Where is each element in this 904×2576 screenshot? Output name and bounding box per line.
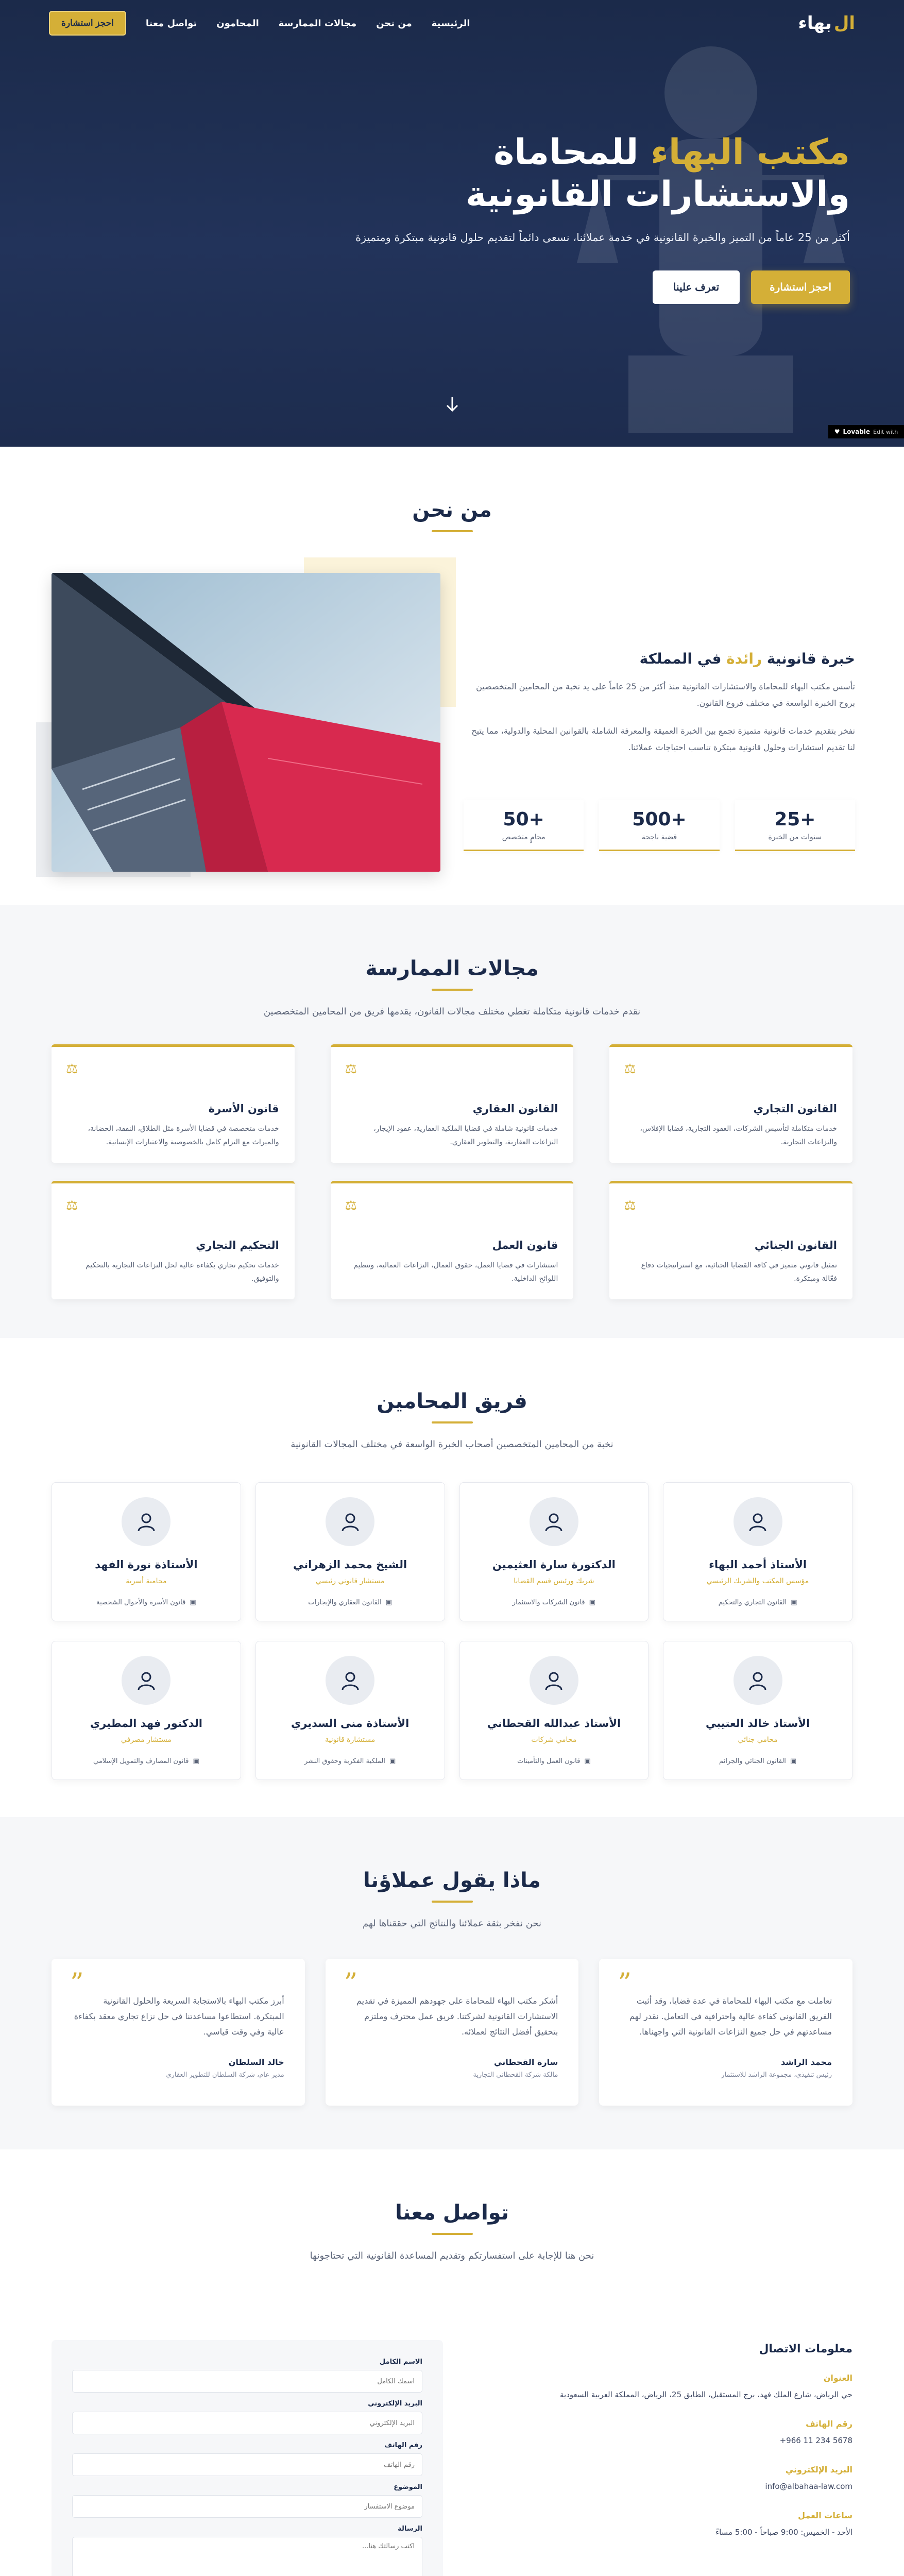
stat-number: +50 — [503, 809, 544, 830]
stat-label: قضية ناجحة — [641, 833, 677, 841]
briefcase-icon: ▣ — [790, 1757, 797, 1765]
logo-prefix: ال — [833, 13, 855, 33]
lawyer-specialty — [663, 1757, 852, 1765]
nav-link-home[interactable]: الرئيسية — [431, 18, 470, 29]
practice-card[interactable] — [609, 1044, 852, 1163]
address-label: العنوان — [823, 2373, 852, 2383]
lawyer-name: الأستاذ أحمد البهاء — [709, 1558, 807, 1571]
practice-card-title: التحكيم التجاري — [196, 1239, 279, 1251]
contact-info-title: معلومات الاتصال — [759, 2343, 852, 2355]
practice-title: مجالات الممارسة — [365, 957, 539, 980]
user-icon — [326, 1656, 374, 1705]
top-nav — [0, 0, 904, 46]
lawyer-name: الأستاذة نورة الفهد — [95, 1558, 198, 1571]
logo-name: بهاء — [798, 13, 832, 33]
about-heading-post: في المملكة — [639, 650, 727, 667]
badge-suffix: Edit with — [873, 428, 898, 435]
lawyer-name: الشيخ محمد الزهراني — [293, 1558, 407, 1571]
testimonial-name: محمد الراشد — [781, 2057, 832, 2067]
hero-content — [0, 131, 904, 304]
lawyer-name: الأستاذ خالد العتيبي — [705, 1717, 810, 1730]
gavel-icon: ⚖ — [624, 1198, 636, 1213]
hero-title — [335, 131, 850, 216]
lawyer-role: مستشارة قانونية — [325, 1736, 376, 1744]
lawyer-role: محامي شركات — [531, 1736, 577, 1744]
user-icon — [530, 1497, 578, 1546]
lawyer-card[interactable] — [663, 1482, 852, 1621]
nav-links — [49, 11, 470, 36]
team-section — [0, 1338, 904, 1817]
email-value[interactable]: info@albahaa-law.com — [765, 2482, 852, 2491]
message-field[interactable] — [72, 2537, 422, 2576]
quote-icon: ” — [70, 1968, 84, 1999]
testimonial-card — [599, 1959, 852, 2106]
lawyer-specialty-text: القانون الجنائي والجرائم — [719, 1757, 786, 1765]
testimonials-grid — [52, 1959, 852, 2106]
nav-book-button[interactable]: احجز استشارة — [49, 11, 126, 36]
about-heading-pre: خبرة قانونية — [762, 650, 855, 667]
practice-card-desc: خدمات متكاملة لتأسيس الشركات، العقود التجارية، قضايا الإفلاس، والنزاعات التجارية. — [640, 1125, 837, 1146]
about-heading-gold: رائدة — [726, 650, 762, 667]
briefcase-icon: ▣ — [589, 1599, 595, 1606]
briefcase-icon: ▣ — [193, 1757, 199, 1765]
lawyer-specialty-text: القانون التجاري والتحكيم — [718, 1599, 787, 1606]
user-icon — [530, 1656, 578, 1705]
lawyer-specialty — [460, 1757, 649, 1765]
stat-number: +500 — [632, 809, 687, 830]
heart-icon: ♥ — [834, 428, 840, 435]
about-section — [0, 447, 904, 905]
testimonial-name: سارة القحطاني — [494, 2057, 558, 2067]
practice-card-title: القانون الجنائي — [754, 1239, 837, 1251]
lawyer-name: الأستاذة منى السديري — [291, 1717, 410, 1730]
practice-card-title: قانون الأسرة — [208, 1103, 279, 1115]
lawyer-card[interactable] — [459, 1641, 649, 1780]
about-image-wrap — [36, 557, 446, 887]
lawyer-card[interactable] — [52, 1482, 241, 1621]
lawyer-specialty — [256, 1599, 445, 1606]
quote-icon: ” — [344, 1968, 358, 1999]
building-image — [52, 573, 440, 872]
team-subtitle: نخبة من المحامين المتخصصين أصحاب الخبرة الواسعة في مختلف المجالات القانونية — [291, 1439, 613, 1450]
briefcase-icon: ▣ — [389, 1757, 396, 1765]
briefcase-icon: ▣ — [385, 1599, 393, 1606]
team-title: فريق المحامين — [377, 1389, 527, 1413]
lawyer-specialty-text: قانون الشركات والاستثمار — [512, 1599, 585, 1606]
testimonial-role: مدير عام، شركة السلطان للتطوير العقاري — [166, 2071, 284, 2079]
phone-field[interactable] — [72, 2453, 422, 2476]
email-field[interactable] — [72, 2412, 422, 2434]
practice-card[interactable] — [52, 1181, 295, 1299]
hero-title-line2: والاستشارات القانونية — [465, 174, 850, 215]
practice-card-desc: خدمات متخصصة في قضايا الأسرة مثل الطلاق، النفقة، الحضانة، والميراث مع التزام كامل بالخصوصية والاعتبارات الإنسانية. — [88, 1125, 279, 1146]
lawyer-role: محامي جنائي — [738, 1736, 778, 1744]
hero-buttons — [54, 270, 850, 304]
nav-link-about[interactable]: من نحن — [376, 18, 412, 29]
hero-about-button[interactable]: تعرف علينا — [653, 270, 740, 304]
name-field[interactable] — [72, 2370, 422, 2393]
team-grid — [52, 1482, 852, 1780]
practice-card-desc: استشارات في قضايا العمل، حقوق العمال، النزاعات العمالية، وتنظيم اللوائح الداخلية. — [353, 1261, 558, 1283]
edit-with-lovable-badge[interactable] — [828, 425, 904, 438]
stat-number: +25 — [774, 809, 816, 830]
testimonial-card — [52, 1959, 305, 2106]
lawyer-card[interactable] — [663, 1641, 852, 1780]
message-label: الرسالة — [398, 2525, 422, 2533]
title-underline — [432, 530, 473, 532]
quote-icon: ” — [618, 1968, 632, 1999]
title-underline — [432, 1421, 473, 1423]
contact-subtitle: نحن هنا للإجابة على استفسارتكم وتقديم المساعدة القانونية التي تحتاجونها — [310, 2250, 594, 2261]
lawyer-name: الدكتورة سارة العثيمين — [492, 1558, 616, 1571]
lawyer-specialty-text: قانون الأسرة والأحوال الشخصية — [96, 1599, 186, 1606]
lawyer-specialty — [52, 1599, 241, 1606]
practice-card[interactable] — [331, 1044, 574, 1163]
title-underline — [432, 1901, 473, 1903]
stat-label: سنوات من الخبرة — [768, 833, 822, 841]
lawyer-specialty-text: قانون المصارف والتمويل الإسلامي — [93, 1757, 189, 1765]
gavel-icon: ⚖ — [624, 1061, 636, 1077]
user-icon — [734, 1497, 782, 1546]
gavel-icon: ⚖ — [66, 1198, 78, 1213]
email-field-label: البريد الإلكتروني — [368, 2400, 422, 2408]
stat-card — [599, 800, 719, 851]
user-icon — [326, 1497, 374, 1546]
lawyer-card[interactable] — [52, 1641, 241, 1780]
briefcase-icon: ▣ — [190, 1599, 196, 1606]
hero-title-gold: مكتب البهاء — [651, 132, 850, 173]
testimonial-name: خالد السلطان — [228, 2057, 284, 2067]
hero-title-rest: للمحاماة — [493, 132, 651, 173]
lawyer-name: الدكتور فهد المطيري — [90, 1717, 202, 1730]
nav-link-contact[interactable]: تواصل معنا — [145, 18, 197, 29]
lawyer-role: مستشار قانوني رئيسي — [315, 1577, 385, 1585]
contact-title: تواصل معنا — [395, 2201, 509, 2225]
about-paragraph-2: نفخر بتقديم خدمات قانونية متميزة تجمع بين الخبرة العميقة والمعرفة الشاملة بالقوانين المحلية والدولية، مما يتيح لنا تقديم استشارات وحلول قانونية مبتكرة تناسب احتياجات عملائنا. — [471, 726, 855, 752]
testimonial-role: مالكة شركة القحطاني التجارية — [473, 2071, 558, 2079]
testimonial-text: أشكر مكتب البهاء للمحاماة على جهودهم المميزة في تقديم الاستشارات القانونية لشركتنا. فريق عمل محترف وملتزم بتحقيق أفضل النتائج لعملائه. — [356, 1996, 558, 2037]
stat-label: محامٍ متخصص — [502, 833, 545, 841]
phone-field-label: رقم الهاتف — [384, 2442, 422, 2449]
contact-section — [0, 2149, 904, 2576]
testimonial-card — [326, 1959, 579, 2106]
address-value: حي الرياض، شارع الملك فهد، برج المستقبل، الطابق 25، الرياض، المملكة العربية السعودية — [560, 2390, 852, 2399]
practice-card-title: القانون العقاري — [472, 1103, 558, 1115]
briefcase-icon: ▣ — [584, 1757, 591, 1765]
testimonial-text: تعاملت مع مكتب البهاء للمحاماة في عدة قضايا، وقد أثبت الفريق القانوني كفاءة عالية واحترافية في التعامل. نقدر لهم مساعدتهم في حل جميع النزاعات القانونية التي واجهناها. — [629, 1996, 832, 2037]
subject-label: الموضوع — [394, 2483, 422, 2491]
chevron-down-icon[interactable] — [442, 394, 463, 415]
practice-card[interactable] — [331, 1181, 574, 1299]
user-icon — [734, 1656, 782, 1705]
user-icon — [122, 1656, 170, 1705]
lawyer-specialty-text: الملكية الفكرية وحقوق النشر — [304, 1757, 385, 1765]
practice-card[interactable] — [609, 1181, 852, 1299]
badge-label: Lovable — [843, 428, 871, 435]
about-title: من نحن — [412, 498, 492, 522]
practice-card-desc: خدمات تحكيم تجاري بكفاءة عالية لحل النزاعات التجارية بالتحكيم والتوفيق. — [85, 1261, 279, 1283]
stat-card — [464, 800, 584, 851]
hours-label: ساعات العمل — [798, 2511, 852, 2520]
lawyer-role: محامية أسرية — [126, 1577, 167, 1585]
lawyer-specialty — [52, 1757, 241, 1765]
lawyer-specialty — [460, 1599, 649, 1606]
briefcase-icon: ▣ — [791, 1599, 797, 1606]
user-icon — [122, 1497, 170, 1546]
phone-value[interactable]: +966 11 234 5678 — [779, 2436, 852, 2445]
lawyer-role: شريك ورئيس قسم القضايا — [514, 1577, 594, 1585]
lawyer-card[interactable] — [255, 1641, 445, 1780]
email-label: البريد الإلكتروني — [785, 2465, 852, 2475]
nav-link-practice[interactable]: مجالات الممارسة — [278, 18, 357, 29]
practice-card-title: القانون التجاري — [753, 1103, 837, 1115]
title-underline — [432, 989, 473, 991]
stat-card — [735, 800, 855, 851]
lawyer-specialty-text: القانون العقاري والإيجارات — [308, 1599, 382, 1606]
lawyer-card[interactable] — [255, 1482, 445, 1621]
hero-subtitle: أكثر من 25 عاماً من التميز والخبرة القانونية في خدمة عملائنا، نسعى دائماً لتقديم حلول قانونية مبتكرة ومتميزة — [355, 231, 850, 244]
stats-row — [464, 800, 855, 851]
lawyer-specialty — [663, 1599, 852, 1606]
about-heading — [464, 650, 855, 667]
logo[interactable] — [798, 13, 855, 33]
testimonial-role: رئيس تنفيذي، مجموعة الراشد للاستثمار — [721, 2071, 832, 2079]
testimonials-section — [0, 1817, 904, 2149]
practice-subtitle: نقدم خدمات قانونية متكاملة تغطي مختلف مجالات القانون، يقدمها فريق من المحامين المتخصصين — [263, 1006, 641, 1017]
about-text — [464, 650, 855, 756]
testimonials-title: ماذا يقول عملاؤنا — [363, 1869, 541, 1892]
practice-card[interactable] — [52, 1044, 295, 1163]
testimonial-text: أبرز مكتب البهاء بالاستجابة السريعة والحلول القانونية المبتكرة. استطاعوا مساعدتنا في حل نزاع تجاري معقد بكفاءة عالية وفي وقت قياسي. — [74, 1996, 284, 2037]
gavel-icon: ⚖ — [345, 1061, 357, 1077]
practice-grid — [52, 1044, 852, 1299]
lawyer-specialty — [256, 1757, 445, 1765]
lawyer-card[interactable] — [459, 1482, 649, 1621]
lawyer-name: الأستاذ عبدالله القحطاني — [487, 1717, 621, 1730]
hours-value: الأحد - الخميس: 9:00 صباحاً - 5:00 مساءً — [715, 2528, 852, 2537]
gavel-icon: ⚖ — [66, 1061, 78, 1077]
lawyer-role: مستشار مصرفي — [121, 1736, 172, 1744]
about-paragraph-1: تأسس مكتب البهاء للمحاماة والاستشارات القانونية منذ أكثر من 25 عاماً على يد نخبة من المحامين المتخصصين بروح الخبرة الواسعة في مختلف فروع القانون. — [476, 682, 855, 708]
title-underline — [432, 2233, 473, 2235]
contact-form — [52, 2340, 443, 2576]
testimonials-subtitle: نحن نفخر بثقة عملائنا والنتائج التي حققناها لهم — [362, 1918, 542, 1929]
practice-card-desc: تمثيل قانوني متميز في كافة القضايا الجنائية، مع استراتيجيات دفاع فعّالة ومبتكرة. — [641, 1261, 837, 1283]
hero-book-button[interactable]: احجز استشارة — [751, 270, 850, 304]
gavel-icon: ⚖ — [345, 1198, 357, 1213]
name-label: الاسم الكامل — [379, 2358, 422, 2366]
phone-label: رقم الهاتف — [806, 2419, 852, 2429]
practice-section — [0, 905, 904, 1338]
lawyer-role: مؤسس المكتب والشريك الرئيسي — [706, 1577, 809, 1585]
lawyer-specialty-text: قانون العمل والتأمينات — [517, 1757, 581, 1765]
contact-info — [543, 2343, 852, 2539]
practice-card-title: قانون العمل — [492, 1239, 558, 1251]
hero-section — [0, 0, 904, 447]
subject-field[interactable] — [72, 2495, 422, 2518]
nav-link-lawyers[interactable]: المحامون — [216, 18, 259, 29]
practice-card-desc: خدمات قانونية شاملة في قضايا الملكية العقارية، عقود الإيجار، النزاعات العقارية، والتطوير العقاري. — [373, 1125, 558, 1146]
